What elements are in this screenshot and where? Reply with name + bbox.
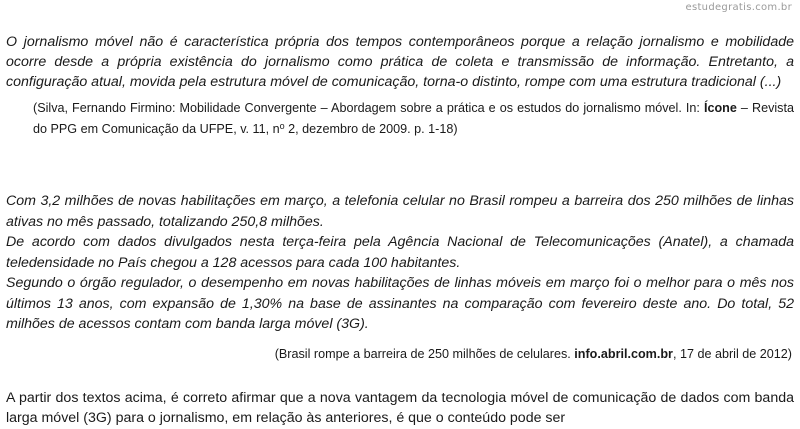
question-stem: A partir dos textos acima, é correto afirmar que a nova vantagem da tecnologia móvel de comunicação de dados com banda larga móvel (3G) para o jornalismo, em relação às anteriores, é que o conteúdo pode ser xyxy=(6,390,794,426)
watermark: estudegratis.com.br xyxy=(685,2,792,13)
text2-citation xyxy=(275,345,792,363)
citation-after: 2, dezembro de 2009. p. 1-18) xyxy=(284,122,458,136)
citation-before: (Silva, Fernando Firmino: Mobilidade Convergente – Abordagem sobre a prática e os estudos do jornalismo móvel. In: xyxy=(33,101,704,115)
citation2-after: , 17 de abril de 2012) xyxy=(672,347,792,361)
citation-journal: Ícone xyxy=(703,101,737,115)
text1-body: O jornalismo móvel não é característica própria dos tempos contemporâneos porque a relação jornalismo e mobilidade ocorre desde a própria existência do jornalismo como prática de coleta e transmissão de informação. Entretanto, a configuração atual, movida pela estrutura móvel de comunicação, torna-o distinto, rompe com uma estrutura tradicional (...) xyxy=(6,34,794,90)
citation2-source: info.abril.com.br xyxy=(574,347,673,361)
text1-citation xyxy=(33,99,794,138)
text2-paragraph: Segundo o órgão regulador, o desempenho em novas habilitações de linhas móveis em março foi o melhor para o mês nos últimos 13 anos, com expansão de 1,30% na base de assinantes na comparação com fevereiro deste ano. Do total, 52 milhões de acessos contam com banda larga móvel (3G). xyxy=(6,275,794,332)
text2-body xyxy=(6,191,794,335)
citation-superscript: o xyxy=(279,121,285,131)
text2-paragraph: Com 3,2 milhões de novas habilitações em março, a telefonia celular no Brasil rompeu a barreira dos 250 milhões de linhas ativas no mês passado, totalizando 250,8 milhões. xyxy=(6,193,794,230)
citation2-before: (Brasil rompe a barreira de 250 milhões de celulares. xyxy=(274,347,575,361)
citation-middle: – Revista do PPG em Comunicação da UFPE, v. 11, n xyxy=(33,101,794,136)
text2-paragraph: De acordo com dados divulgados nesta terça-feira pela Agência Nacional de Telecomunicações (Anatel), a chamada teledensidade no País chegou a 128 acessos para cada 100 habitantes. xyxy=(6,234,794,271)
